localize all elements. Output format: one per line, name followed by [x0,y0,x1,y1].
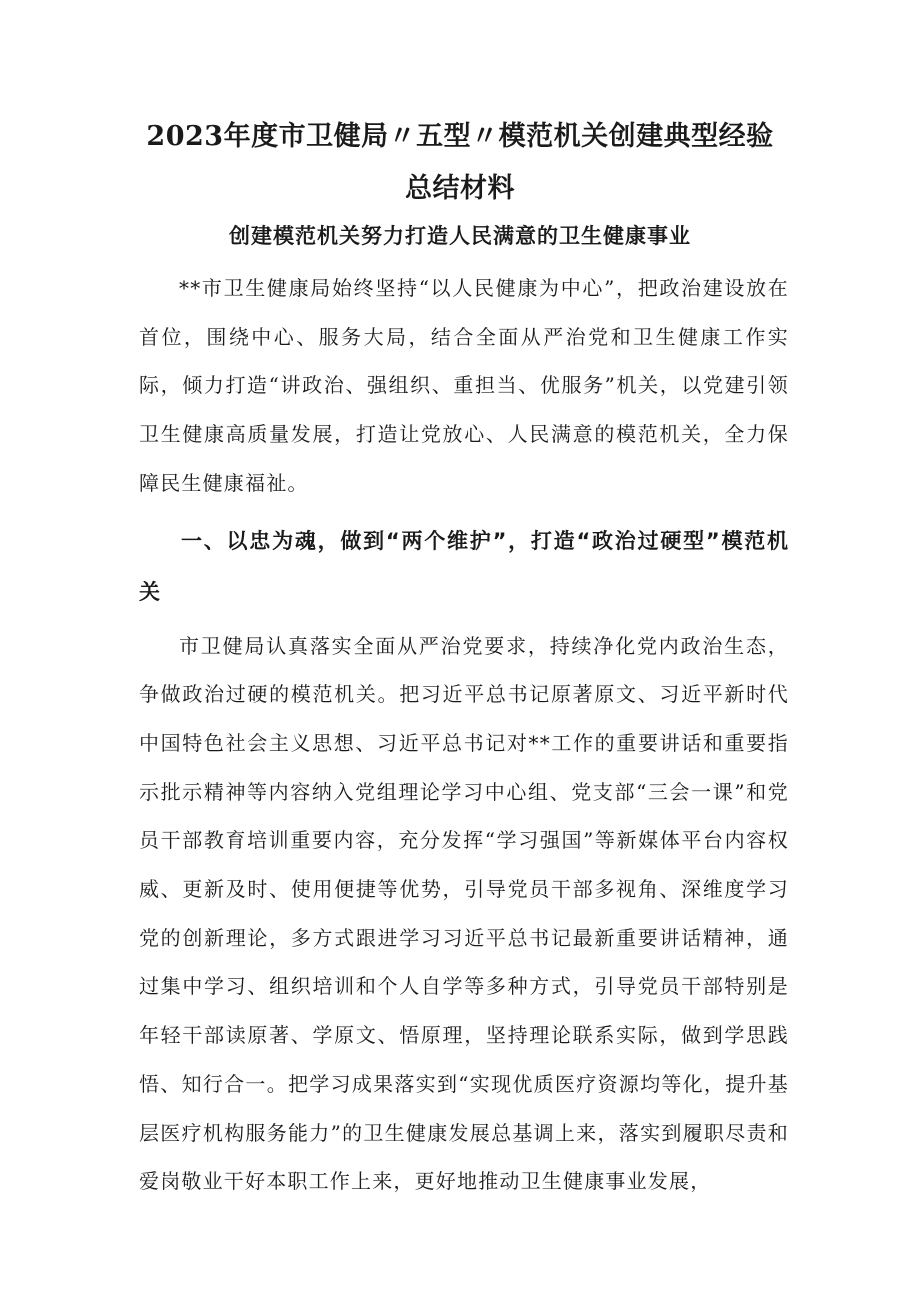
document-subtitle: 创建模范机关努力打造人民满意的卫生健康事业 [229,224,691,248]
document-title-line-2: 总结材料 [405,173,515,204]
section-1-paragraph: 市卫健局认真落实全面从严治党要求，持续净化党内政治生态，争做政治过硬的模范机关。把习近平总书记原著原文、习近平新时代中国特色社会主义思想、习近平总书记对**工作的重要讲话和重要指示批示精神等内容纳入党组理论学习中心组、党支部“三会一课”和党员干部教育培训重要内容，充分发挥“学习强国”等新媒体平台内容权威、更新及时、使用便捷等优势，引导党员干部多视角、深维度学习党的创新理论，多方式跟进学习习近平总书记最新重要讲话精神，通过集中学习、组织培训和个人自学等多种方式，引导党员干部特别是年轻干部读原著、学原文、悟原理，坚持理论联系实际，做到学思践悟、知行合一。把学习成果落实到“实现优质医疗资源均等化，提升基层医疗机构服务能力”的卫生健康发展总基调上来，落实到履职尽责和爱岗敬业干好本职工作上来，更好地推动卫生健康事业发展， [139,633,789,1194]
document-body [139,264,789,1206]
document-title-line-1: 2023年度市卫健局〃五型〃模范机关创建典型经验 [146,121,774,152]
section-heading-1: 一、以忠为魂，做到“两个维护”，打造“政治过硬型”模范机关 [139,528,789,604]
intro-paragraph: **市卫生健康局始终坚持“以人民健康为中心”，把政治建设放在首位，围绕中心、服务大局，结合全面从严治党和卫生健康工作实际，倾力打造“讲政治、强组织、重担当、优服务”机关，以党建引领卫生健康高质量发展，打造让党放心、人民满意的模范机关，全力保障民生健康福祉。 [139,276,789,495]
